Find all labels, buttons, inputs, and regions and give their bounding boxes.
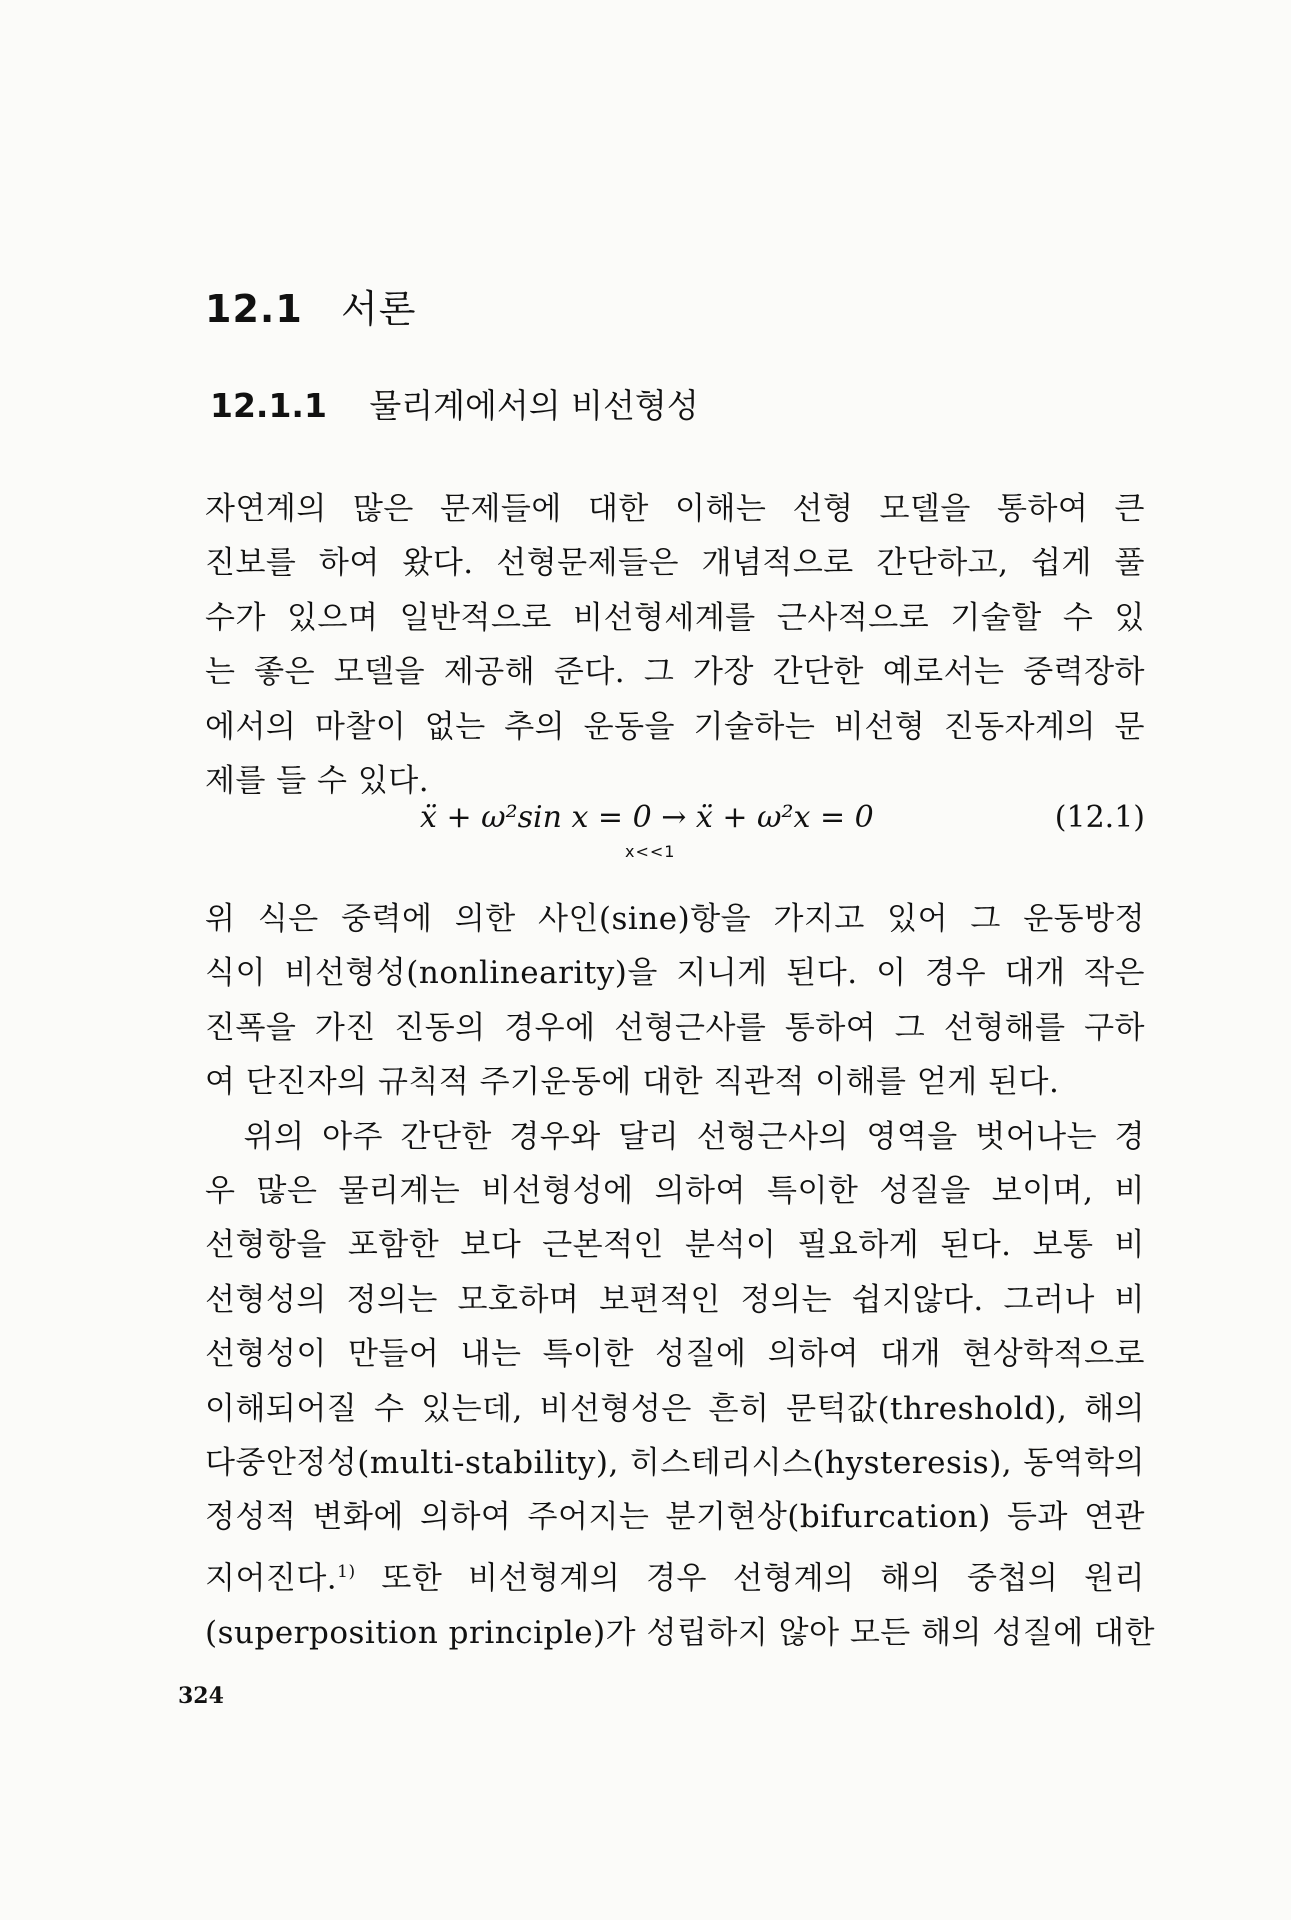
text-segment: 또한 비선형계의 경우 선형계의 해의 중첩의 원리: [355, 1560, 1145, 1597]
subsection-heading: [210, 380, 699, 427]
text-line: (superposition principle)가 성립하지 않아 모든 해의 성질에 대한: [205, 1614, 1155, 1651]
text-line-with-footnote: [205, 1545, 1145, 1606]
subsection-title: 물리계에서의 비선형성: [369, 386, 699, 425]
equation-expression: ẍ + ω²sin x = 0 → ẍ + ω²x = 0: [420, 800, 874, 835]
text-line: 위의 아주 간단한 경우와 달리 선형근사의 영역을 벗어나는 경: [205, 1118, 1145, 1155]
text-line: 선형항을 포함한 보다 근본적인 분석이 필요하게 된다. 보통 비: [205, 1227, 1145, 1264]
section-number: 12.1: [205, 287, 303, 331]
text-line: 여 단진자의 규칙적 주기운동에 대한 직관적 이해를 얻게 된다.: [205, 1064, 1060, 1101]
section-title: 서론: [341, 287, 417, 331]
text-line: 진폭을 가진 진동의 경우에 선형근사를 통하여 그 선형해를 구하: [205, 1009, 1145, 1046]
text-line: 에서의 마찰이 없는 추의 운동을 기술하는 비선형 진동자계의 문: [205, 708, 1145, 745]
section-heading: [205, 278, 416, 333]
page-number: 324: [178, 1683, 224, 1709]
text-line: 선형성이 만들어 내는 특이한 성질에 의하여 대개 현상학적으로: [205, 1336, 1145, 1373]
text-line: 위 식은 중력에 의한 사인(sine)항을 가지고 있어 그 운동방정: [205, 901, 1145, 937]
text-line: 선형성의 정의는 모호하며 보편적인 정의는 쉽지않다. 그러나 비: [205, 1281, 1145, 1318]
text-line: 식이 비선형성(nonlinearity)을 지니게 된다. 이 경우 대개 작은: [205, 955, 1145, 992]
equation-condition: x<<1: [625, 842, 676, 861]
text-line: 다중안정성(multi-stability), 히스테리시스(hysteresis), 동역학의: [205, 1445, 1145, 1482]
equation-number: (12.1): [1054, 800, 1145, 835]
equation-12-1: [205, 800, 1145, 880]
text-line: 수가 있으며 일반적으로 비선형세계를 근사적으로 기술할 수 있: [205, 599, 1145, 636]
subsection-number: 12.1.1: [210, 386, 327, 425]
text-segment: 지어진다.: [205, 1560, 338, 1597]
text-line: 정성적 변화에 의하여 주어지는 분기현상(bifurcation) 등과 연관: [205, 1499, 1145, 1536]
text-line: 자연계의 많은 문제들에 대한 이해는 선형 모델을 통하여 큰: [205, 491, 1145, 527]
text-line: 이해되어질 수 있는데, 비선형성은 흔히 문턱값(threshold), 해의: [205, 1390, 1145, 1427]
text-line: 진보를 하여 왔다. 선형문제들은 개념적으로 간단하고, 쉽게 풀: [205, 545, 1145, 582]
paragraph-intro: [205, 482, 1145, 808]
footnote-reference: 1): [337, 1561, 356, 1582]
paragraph-body: [205, 892, 1155, 1660]
text-line: 우 많은 물리계는 비선형성에 의하여 특이한 성질을 보이며, 비: [205, 1173, 1145, 1210]
text-line: 는 좋은 모델을 제공해 준다. 그 가장 간단한 예로서는 중력장하: [205, 654, 1145, 691]
text-line: 제를 들 수 있다.: [205, 763, 430, 800]
